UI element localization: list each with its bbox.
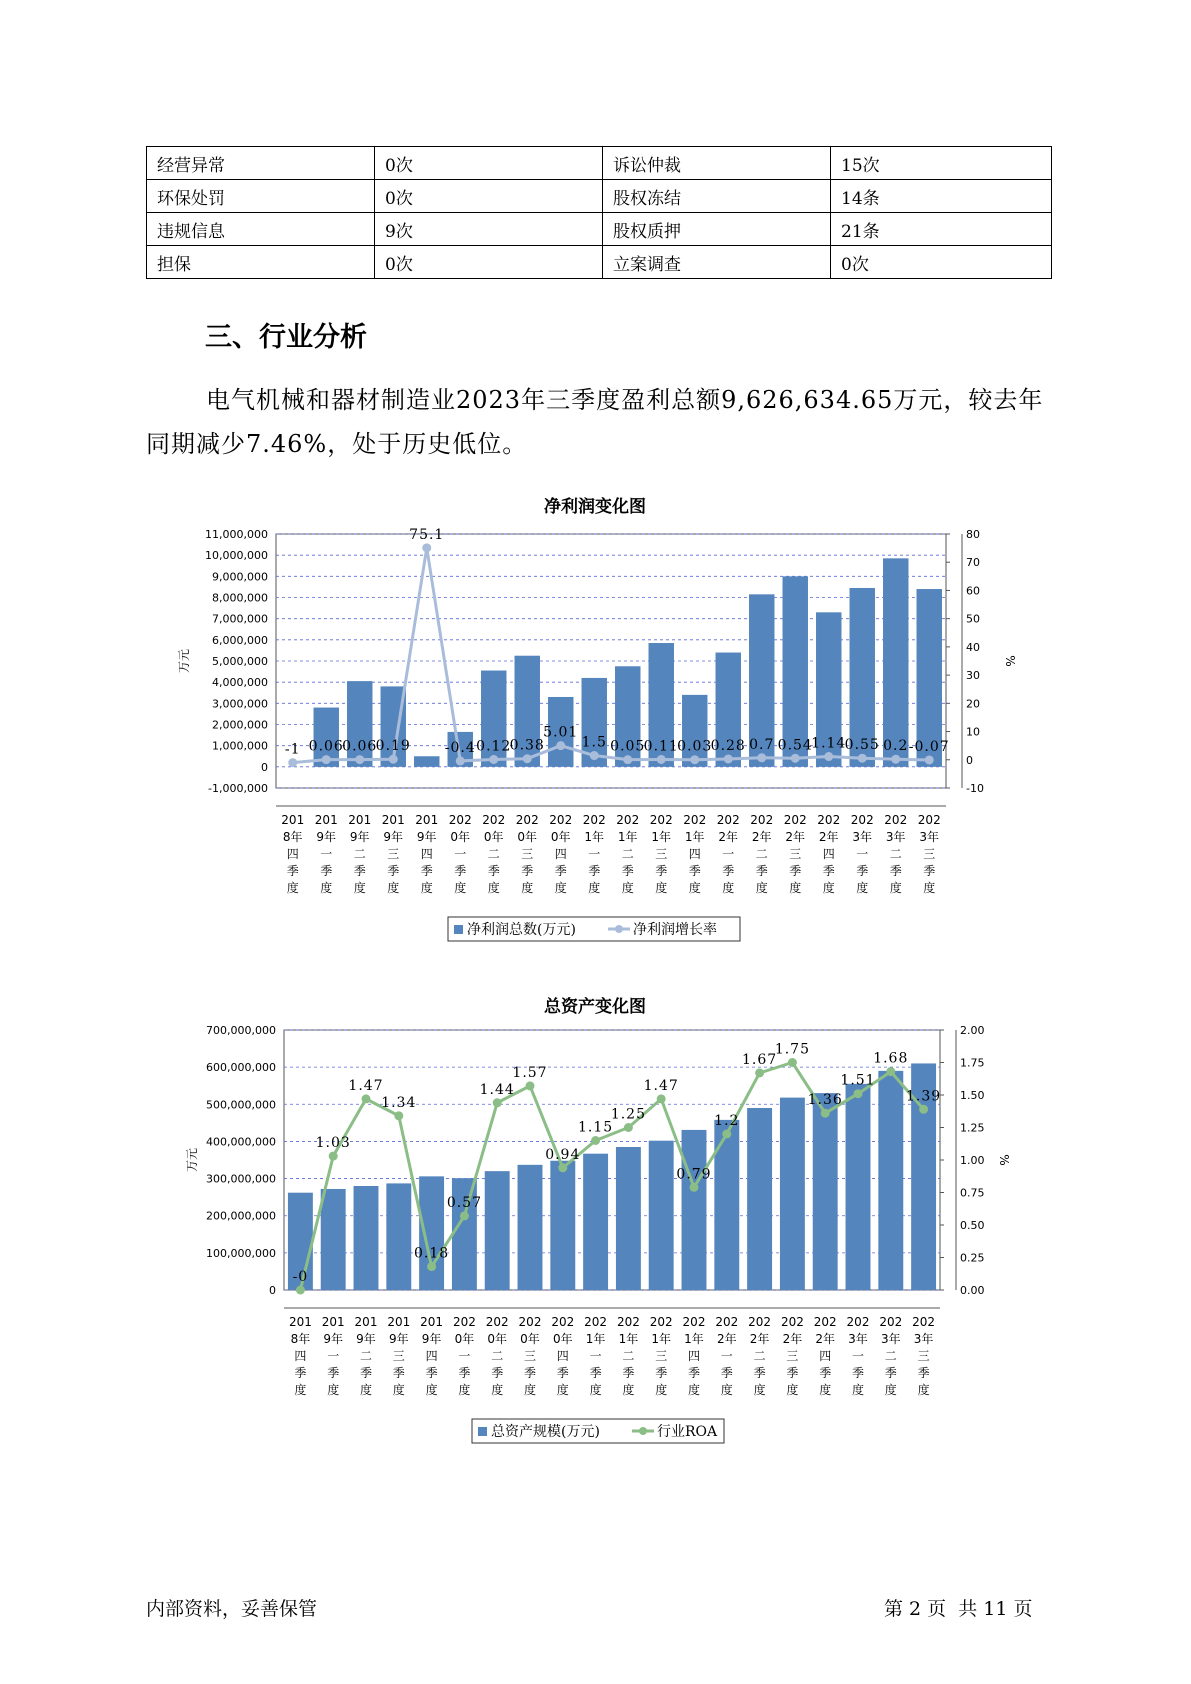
line-point bbox=[657, 1094, 666, 1103]
y2-tick-label: 0.50 bbox=[960, 1219, 985, 1232]
legend-bar-label: 净利润总数(万元) bbox=[467, 922, 576, 938]
y-tick-label: 100,000,000 bbox=[206, 1246, 276, 1260]
x-tick-label: 202 0年一季度 bbox=[452, 1315, 476, 1397]
x-tick-label: 202 3年二季度 bbox=[879, 1315, 903, 1397]
x-tick-label: 201 8年四季度 bbox=[281, 813, 305, 895]
x-tick-label: 202 2年三季度 bbox=[783, 813, 807, 895]
line-point bbox=[355, 755, 364, 764]
risk-item-label: 经营异常 bbox=[147, 147, 375, 180]
line-point bbox=[854, 1089, 863, 1098]
legend-bar-swatch bbox=[454, 925, 463, 934]
x-tick-label: 202 3年三季度 bbox=[917, 813, 941, 895]
chart-title: 净利润变化图 bbox=[544, 497, 646, 517]
line-point bbox=[558, 1163, 567, 1172]
x-tick-label: 202 2年一季度 bbox=[715, 1315, 739, 1397]
y2-tick-label: 1.50 bbox=[960, 1089, 985, 1102]
line-point bbox=[523, 754, 532, 763]
x-tick-label: 202 0年一季度 bbox=[448, 813, 472, 895]
line-point bbox=[690, 1183, 699, 1192]
x-tick-label: 202 1年一季度 bbox=[584, 1315, 608, 1397]
x-tick-label: 202 1年二季度 bbox=[616, 813, 640, 895]
y-tick-label: 300,000,000 bbox=[206, 1172, 276, 1186]
legend-line-marker bbox=[639, 1427, 647, 1435]
x-tick-label: 201 9年二季度 bbox=[354, 1315, 378, 1397]
y-tick-label: 9,000,000 bbox=[212, 570, 268, 584]
line-point bbox=[493, 1098, 502, 1107]
risk-item-label: 担保 bbox=[147, 246, 375, 279]
bar bbox=[354, 1186, 379, 1290]
data-label: 1.2 bbox=[714, 1113, 740, 1129]
x-tick-label: 202 0年二季度 bbox=[485, 1315, 509, 1397]
data-label: -0 bbox=[292, 1269, 309, 1285]
y-axis-title: 万元 bbox=[177, 648, 191, 674]
risk-item-value: 0次 bbox=[375, 147, 603, 180]
data-label: 0.12 bbox=[476, 738, 512, 755]
analysis-paragraph: 电气机械和器材制造业2023年三季度盈利总额9,626,634.65万元，较去年同期减少7.46%，处于历史低位。 bbox=[146, 386, 1044, 458]
line-point bbox=[624, 1123, 633, 1132]
data-label: 75.1 bbox=[409, 526, 445, 543]
x-tick-label: 201 9年四季度 bbox=[420, 1315, 444, 1397]
y-tick-label: 7,000,000 bbox=[212, 612, 268, 626]
legend-line-label: 净利润增长率 bbox=[633, 922, 717, 938]
line-point bbox=[389, 755, 398, 764]
data-label: 1.25 bbox=[610, 1106, 646, 1123]
line-point bbox=[891, 755, 900, 764]
risk-summary-table bbox=[146, 146, 1052, 279]
bar bbox=[878, 1071, 903, 1290]
data-label: 0.7 bbox=[749, 736, 775, 753]
risk-item-label: 股权质押 bbox=[603, 213, 831, 246]
x-tick-label: 202 1年二季度 bbox=[616, 1315, 640, 1397]
risk-item-label: 环保处罚 bbox=[147, 180, 375, 213]
y2-tick-label: 2.00 bbox=[960, 1024, 985, 1037]
bar bbox=[846, 1084, 871, 1290]
data-label: 1.15 bbox=[578, 1119, 614, 1136]
x-tick-label: 202 0年三季度 bbox=[515, 813, 539, 895]
y-tick-label: 6,000,000 bbox=[212, 633, 268, 647]
data-label: 1.44 bbox=[479, 1081, 515, 1098]
data-label: 5.01 bbox=[543, 724, 579, 741]
line-point bbox=[427, 1262, 436, 1271]
line-point bbox=[288, 758, 297, 767]
x-tick-label: 201 9年一季度 bbox=[314, 813, 338, 895]
bar bbox=[550, 1161, 575, 1290]
risk-item-label: 立案调查 bbox=[603, 246, 831, 279]
line-point bbox=[791, 754, 800, 763]
y2-tick-label: -10 bbox=[966, 782, 984, 795]
line-point bbox=[460, 1211, 469, 1220]
x-tick-label: 202 1年三季度 bbox=[649, 1315, 673, 1397]
y2-tick-label: 30 bbox=[966, 669, 980, 683]
y-tick-label: 10,000,000 bbox=[205, 549, 268, 563]
line-point bbox=[526, 1081, 535, 1090]
data-label: 0.94 bbox=[545, 1146, 581, 1163]
y-tick-label: -1,000,000 bbox=[208, 782, 268, 795]
data-label: 0.79 bbox=[676, 1166, 712, 1183]
bar bbox=[321, 1189, 346, 1290]
data-label: 1.47 bbox=[643, 1077, 679, 1094]
y2-tick-label: 70 bbox=[966, 556, 980, 570]
data-label: 1.47 bbox=[348, 1077, 384, 1094]
legend-bar-swatch bbox=[478, 1427, 487, 1436]
y2-tick-label: 60 bbox=[966, 584, 980, 598]
y2-tick-label: 0 bbox=[966, 753, 973, 767]
x-tick-label: 202 0年三季度 bbox=[518, 1315, 542, 1397]
y2-tick-label: 0.25 bbox=[960, 1251, 985, 1265]
y2-tick-label: 80 bbox=[966, 528, 980, 541]
risk-table-body bbox=[147, 147, 1052, 279]
data-label: 0.11 bbox=[643, 738, 679, 755]
data-label: 0.55 bbox=[844, 737, 880, 754]
line-point bbox=[590, 751, 599, 760]
bar bbox=[747, 1108, 772, 1290]
x-tick-label: 201 9年四季度 bbox=[415, 813, 439, 895]
data-label: 0.2 bbox=[883, 738, 909, 755]
line-point bbox=[757, 753, 766, 762]
net-profit-chart-svg bbox=[0, 490, 1191, 950]
x-tick-label: 202 1年四季度 bbox=[683, 813, 707, 895]
line-point bbox=[322, 755, 331, 764]
net-profit-chart bbox=[0, 490, 1191, 950]
bar bbox=[616, 1147, 641, 1290]
y2-tick-label: 0.75 bbox=[960, 1186, 985, 1200]
plot-frame bbox=[284, 1030, 940, 1290]
line-point bbox=[394, 1111, 403, 1120]
data-label: 1.67 bbox=[742, 1051, 778, 1068]
y-tick-label: 600,000,000 bbox=[206, 1061, 276, 1075]
line-point bbox=[362, 1094, 371, 1103]
x-tick-label: 202 1年三季度 bbox=[649, 813, 673, 895]
x-tick-label: 202 0年四季度 bbox=[551, 1315, 575, 1397]
total-assets-chart-svg bbox=[0, 990, 1191, 1450]
risk-table-row bbox=[147, 213, 1052, 246]
y-tick-label: 1,000,000 bbox=[212, 739, 268, 753]
data-label: 1.03 bbox=[315, 1135, 351, 1152]
data-label: -1 bbox=[284, 741, 301, 758]
risk-item-value: 15次 bbox=[831, 147, 1052, 180]
bar bbox=[386, 1183, 411, 1290]
risk-item-value: 14条 bbox=[831, 180, 1052, 213]
bar bbox=[780, 1098, 805, 1290]
y2-tick-label: 20 bbox=[966, 697, 980, 711]
bar bbox=[813, 1093, 838, 1290]
y-tick-label: 8,000,000 bbox=[212, 591, 268, 605]
y2-axis-title: % bbox=[1003, 655, 1017, 667]
data-label: 1.5 bbox=[581, 734, 607, 751]
line-point bbox=[755, 1068, 764, 1077]
data-label: -0.4 bbox=[444, 739, 476, 756]
risk-table-row bbox=[147, 147, 1052, 180]
x-tick-label: 202 3年二季度 bbox=[884, 813, 908, 895]
line-point bbox=[329, 1152, 338, 1161]
data-label: 0.54 bbox=[777, 737, 813, 754]
data-label: 0.18 bbox=[414, 1245, 450, 1262]
y-tick-label: 500,000,000 bbox=[206, 1098, 276, 1112]
x-tick-label: 202 1年一季度 bbox=[582, 813, 606, 895]
risk-item-value: 0次 bbox=[375, 180, 603, 213]
x-tick-label: 202 3年一季度 bbox=[846, 1315, 870, 1397]
data-label: 0.05 bbox=[610, 738, 646, 755]
legend-bar-label: 总资产规模(万元) bbox=[491, 1424, 600, 1440]
line-point bbox=[489, 755, 498, 764]
y2-tick-label: 1.75 bbox=[960, 1056, 985, 1070]
y-tick-label: 11,000,000 bbox=[205, 528, 268, 541]
line-point bbox=[657, 755, 666, 764]
x-tick-label: 202 0年二季度 bbox=[482, 813, 506, 895]
data-label: 0.57 bbox=[446, 1194, 482, 1211]
legend-line-marker bbox=[615, 925, 623, 933]
y2-tick-label: 40 bbox=[966, 640, 980, 654]
x-tick-label: 201 9年三季度 bbox=[387, 1315, 411, 1397]
y2-tick-label: 1.00 bbox=[960, 1154, 985, 1167]
data-label: -0.07 bbox=[908, 738, 950, 755]
y2-tick-label: 1.25 bbox=[960, 1121, 985, 1135]
x-tick-label: 201 9年一季度 bbox=[321, 1315, 345, 1397]
bar bbox=[583, 1154, 608, 1290]
data-label: 0.06 bbox=[342, 738, 378, 755]
data-label: 1.51 bbox=[840, 1072, 876, 1089]
y-tick-label: 0 bbox=[261, 760, 268, 774]
x-tick-label: 201 9年二季度 bbox=[348, 813, 372, 895]
section-heading: 三、行业分析 bbox=[205, 322, 367, 353]
line-point bbox=[456, 756, 465, 765]
chart-title: 总资产变化图 bbox=[544, 997, 646, 1017]
x-tick-label: 202 2年二季度 bbox=[750, 813, 774, 895]
y-tick-label: 4,000,000 bbox=[212, 676, 268, 690]
x-tick-label: 202 2年四季度 bbox=[813, 1315, 837, 1397]
line-point bbox=[919, 1105, 928, 1114]
data-label: 1.39 bbox=[906, 1088, 942, 1105]
x-tick-label: 202 0年四季度 bbox=[549, 813, 573, 895]
line-point bbox=[591, 1136, 600, 1145]
y-tick-label: 0 bbox=[269, 1284, 276, 1297]
x-tick-label: 202 1年四季度 bbox=[682, 1315, 706, 1397]
risk-item-label: 违规信息 bbox=[147, 213, 375, 246]
line-point bbox=[858, 754, 867, 763]
y-tick-label: 200,000,000 bbox=[206, 1209, 276, 1223]
line-point bbox=[925, 755, 934, 764]
data-label: 1.36 bbox=[807, 1092, 843, 1109]
data-label: 1.68 bbox=[873, 1050, 909, 1067]
data-label: 0.19 bbox=[375, 738, 411, 755]
data-label: 1.14 bbox=[811, 735, 847, 752]
y-tick-label: 400,000,000 bbox=[206, 1135, 276, 1149]
x-tick-label: 201 8年四季度 bbox=[288, 1315, 312, 1397]
footer-confidential: 内部资料，妥善保管 bbox=[146, 1598, 318, 1620]
line-point bbox=[556, 741, 565, 750]
x-tick-label: 202 3年一季度 bbox=[850, 813, 874, 895]
x-tick-label: 201 9年三季度 bbox=[381, 813, 405, 895]
bar bbox=[883, 558, 908, 766]
risk-table-row bbox=[147, 246, 1052, 279]
risk-item-label: 诉讼仲裁 bbox=[603, 147, 831, 180]
x-tick-label: 202 2年四季度 bbox=[817, 813, 841, 895]
risk-item-value: 0次 bbox=[375, 246, 603, 279]
bar bbox=[682, 1130, 707, 1290]
total-assets-chart bbox=[0, 990, 1191, 1450]
footer-page-number: 第 2 页 共 11 页 bbox=[884, 1598, 1033, 1620]
data-label: 0.06 bbox=[308, 738, 344, 755]
line-point bbox=[722, 1130, 731, 1139]
risk-item-value: 9次 bbox=[375, 213, 603, 246]
line-point bbox=[788, 1058, 797, 1067]
y2-tick-label: 10 bbox=[966, 725, 980, 739]
x-tick-label: 202 2年三季度 bbox=[780, 1315, 804, 1397]
y-tick-label: 5,000,000 bbox=[212, 655, 268, 668]
data-label: 0.38 bbox=[509, 737, 545, 754]
risk-table-row bbox=[147, 180, 1052, 213]
data-label: 1.34 bbox=[381, 1094, 417, 1111]
data-label: 1.75 bbox=[774, 1041, 810, 1058]
bar bbox=[649, 1141, 674, 1290]
y-tick-label: 2,000,000 bbox=[212, 718, 268, 732]
bar bbox=[518, 1165, 543, 1290]
risk-item-value: 21条 bbox=[831, 213, 1052, 246]
x-tick-label: 202 2年二季度 bbox=[748, 1315, 772, 1397]
risk-item-label: 股权冻结 bbox=[603, 180, 831, 213]
line-point bbox=[724, 754, 733, 763]
line-point bbox=[824, 752, 833, 761]
legend-line-label: 行业ROA bbox=[657, 1424, 718, 1440]
data-label: 0.03 bbox=[677, 738, 713, 755]
y2-tick-label: 0.00 bbox=[960, 1284, 985, 1297]
bar bbox=[485, 1171, 510, 1290]
x-tick-label: 202 3年三季度 bbox=[912, 1315, 936, 1397]
line-point bbox=[623, 755, 632, 764]
x-tick-label: 202 2年一季度 bbox=[716, 813, 740, 895]
line-point bbox=[821, 1109, 830, 1118]
y2-tick-label: 50 bbox=[966, 612, 980, 626]
data-label: 0.28 bbox=[710, 737, 746, 754]
data-label: 1.57 bbox=[512, 1064, 548, 1081]
line-point bbox=[886, 1067, 895, 1076]
y2-axis-title: % bbox=[997, 1154, 1011, 1166]
y-axis-title: 万元 bbox=[185, 1147, 199, 1173]
line-point bbox=[690, 755, 699, 764]
line-point bbox=[422, 543, 431, 552]
bar bbox=[414, 756, 439, 767]
risk-item-value: 0次 bbox=[831, 246, 1052, 279]
line-point bbox=[296, 1286, 305, 1295]
y-tick-label: 3,000,000 bbox=[212, 697, 268, 711]
y-tick-label: 700,000,000 bbox=[206, 1024, 276, 1037]
